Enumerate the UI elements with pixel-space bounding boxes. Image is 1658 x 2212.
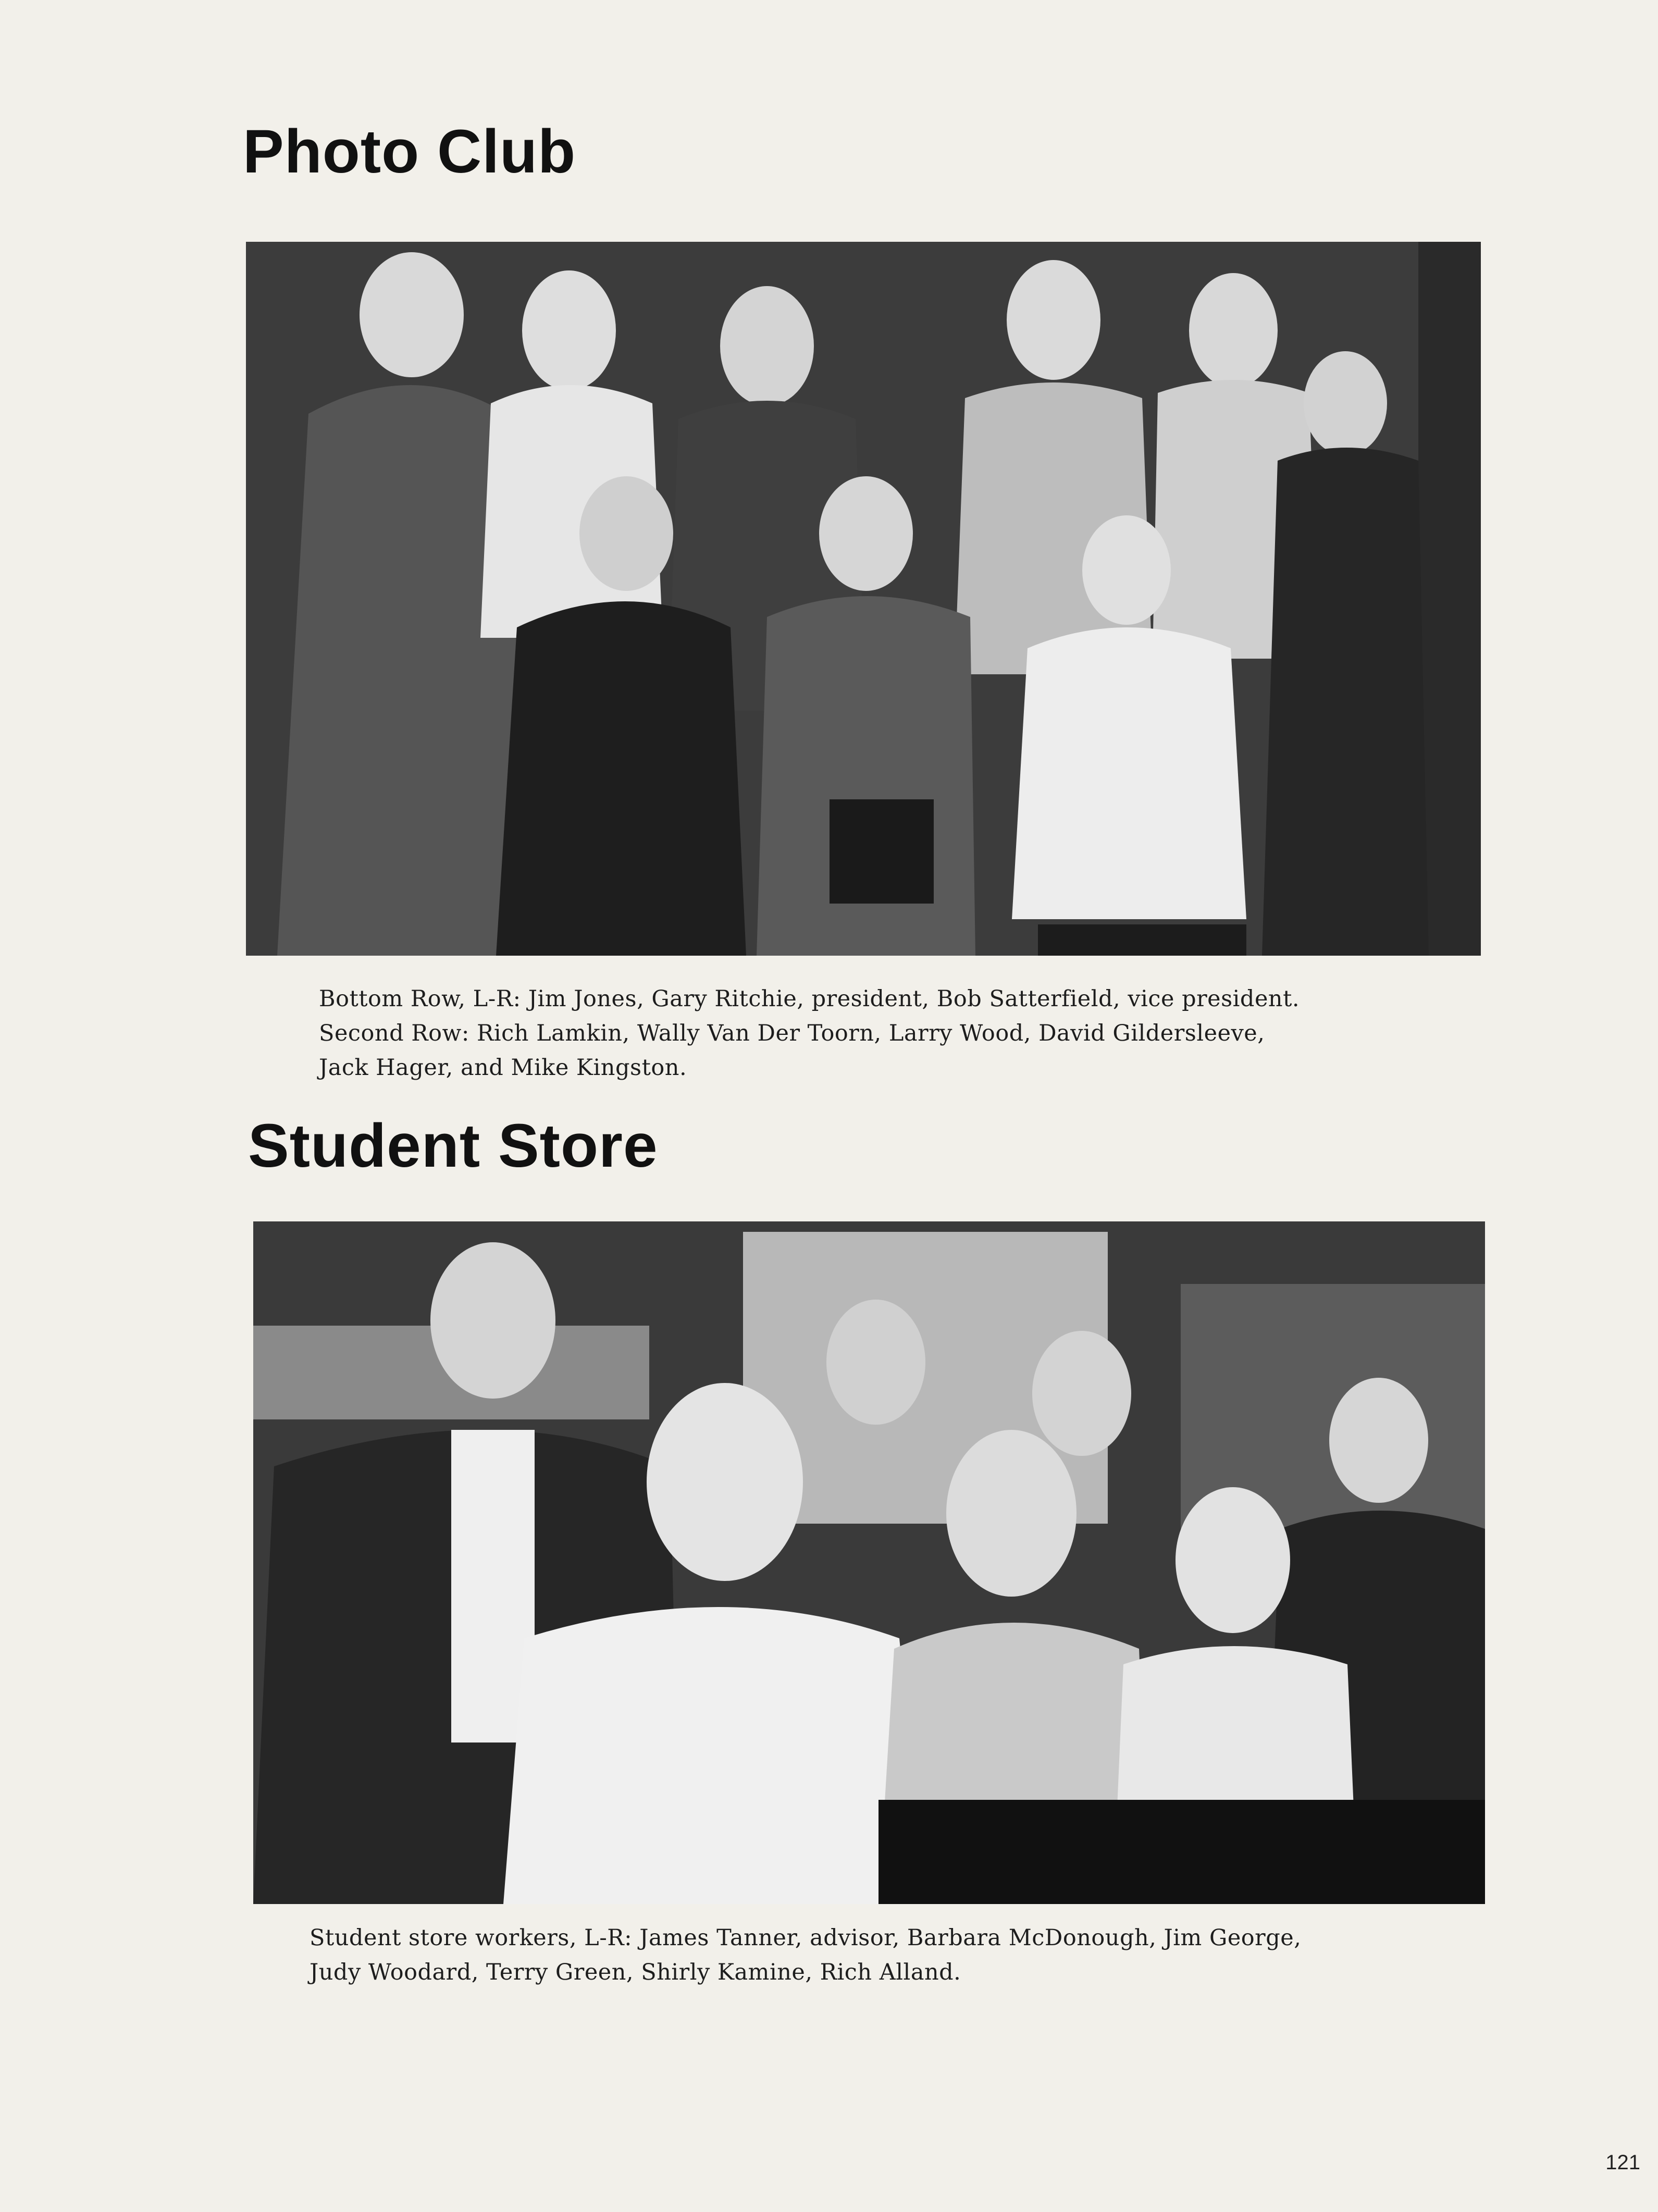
photo-club-group-photo [246,242,1481,956]
caption-line: Judy Woodard, Terry Green, Shirly Kamine, Rich Alland. [310,1959,961,1985]
page-number: 121 [1605,2151,1640,2174]
caption-line: Jack Hager, and Mike Kingston. [319,1055,687,1081]
student-store-group-photo [253,1221,1485,1904]
section-heading-photo-club: Photo Club [243,117,576,186]
student-store-caption [310,1921,1487,1989]
section-heading-student-store: Student Store [248,1111,658,1180]
caption-line: Bottom Row, L-R: Jim Jones, Gary Ritchie, president, Bob Satterfield, vice president. [319,986,1300,1012]
photo-club-image [246,242,1481,956]
caption-line: Second Row: Rich Lamkin, Wally Van Der Toorn, Larry Wood, David Gildersleeve, [319,1020,1265,1046]
caption-line: Student store workers, L-R: James Tanner, advisor, Barbara McDonough, Jim George, [310,1925,1302,1951]
student-store-image [253,1221,1485,1904]
photo-club-caption [319,982,1486,1085]
